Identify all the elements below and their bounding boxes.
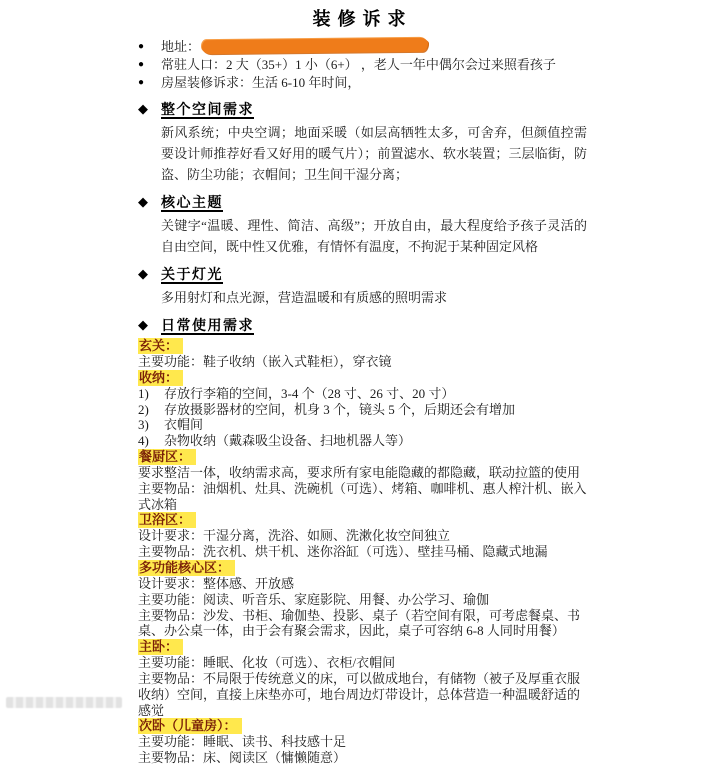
section-lighting [138,264,587,308]
section-whole-space [138,99,587,185]
room-section-multifunction-core [138,560,587,639]
room-text: 设计要求：整体感、开放感 [138,575,295,591]
section-body-lighting: 多用射灯和点光源，营造温暖和有质感的照明需求 [161,290,448,305]
room-title-multifunction-core: 多功能核心区： [138,560,235,576]
top-bullet-list [138,38,587,92]
residents-text: 常驻人口：2 大（35+）1 小（6+） ，老人一年中偶尔会过来照看孩子 [161,57,556,72]
section-heading-daily-use: 日常使用需求 [161,319,254,334]
list-item-address [138,38,587,56]
storage-item-4: 4) 杂物收纳（戴森吸尘设备、扫地机器人等） [138,433,412,449]
room-text: 主要物品：不局限于传统意义的床，可以做成地台，有储物（被子及厚重衣服收纳）空间，直接上床垫亦可，地台周边灯带设计，总体营造一种温暖舒适的感觉 [138,670,581,718]
room-section-storage [138,370,587,449]
room-text: 主要功能：阅读、听音乐、家庭影院、用餐、办公学习、瑜伽 [138,591,490,607]
room-section-kitchen-dining [138,449,587,512]
watermark [6,697,122,708]
room-section-master-bedroom [138,639,587,718]
bullet-icon: ● [138,77,145,88]
room-text: 要求整洁一体，收纳需求高，要求所有家电能隐藏的都隐藏，联动拉篮的使用 [138,464,581,480]
section-heading-lighting: 关于灯光 [161,268,223,283]
room-text: 主要物品：洗衣机、烘干机、迷你浴缸（可选）、壁挂马桶、隐藏式地漏 [138,544,548,560]
room-text: 主要功能：睡眠、化妆（可选）、衣柜/衣帽间 [138,655,396,671]
diamond-icon: ◆ [138,266,148,281]
room-text: 设计要求：干湿分离，洗浴、如厕、洗漱化妆空间独立 [138,528,451,544]
bullet-icon: ● [138,41,145,52]
diamond-icon: ◆ [138,101,148,116]
room-title-storage: 收纳： [138,370,183,386]
room-title-master-bedroom: 主卧： [138,639,183,655]
list-item-duration [138,74,587,92]
bullet-icon: ● [138,59,145,70]
section-heading-whole-space: 整个空间需求 [161,103,254,118]
room-title-kids-bedroom: 次卧（儿童房）： [138,718,242,734]
duration-text: 房屋装修诉求：生活 6-10 年时间， [161,75,361,90]
section-body-whole-space: 新风系统；中央空调；地面采暖（如层高牺牲太多，可舍弃，但颜值控需要设计师推荐好看又好用的暖气片）；前置滤水、软水装置；三层临街，防盗、防尘功能；衣帽间；卫生间干湿分离； [161,125,587,182]
room-blocks [138,338,587,766]
room-text: 主要物品：沙发、书柜、瑜伽垫、投影、桌子（若空间有限，可考虑餐桌、书桌、办公桌一体，由于会有聚会需求，因此，桌子可容纳 6-8 人同时用餐） [138,607,581,639]
room-title-entryway: 玄关： [138,338,183,354]
room-title-kitchen-dining: 餐厨区： [138,449,196,465]
room-section-kids-bedroom [138,718,587,766]
room-text: 主要功能：鞋子收纳（嵌入式鞋柜），穿衣镜 [138,354,392,369]
address-redaction-scribble [202,38,428,54]
room-title-bathroom: 卫浴区： [138,512,196,528]
room-section-bathroom [138,512,587,560]
room-text: 主要物品：油烟机、灶具、洗碗机（可选）、烤箱、咖啡机、惠人榨汁机、嵌入式冰箱 [138,480,587,512]
room-text: 主要物品：床、阅读区（慵懒随意） [138,750,347,766]
storage-item-1: 1) 存放行李箱的空间，3-4 个（28 寸、26 寸、20 寸） [138,385,455,401]
section-daily-use [138,315,587,335]
section-heading-core-theme: 核心主题 [161,196,223,211]
diamond-icon: ◆ [138,317,148,332]
room-section-entryway [138,338,587,370]
diamond-icon: ◆ [138,194,148,209]
section-body-core-theme: 关键字“温暖、理性、简洁、高级”；开放自由，最大程度给予孩子灵活的自由空间，既中性又优雅，有情怀有温度，不拘泥于某种固定风格 [161,218,587,254]
list-item-residents [138,56,587,74]
page-title: 装修诉求 [312,9,413,30]
storage-item-2: 2) 存放摄影器材的空间，机身 3 个，镜头 5 个，后期还会有增加 [138,401,516,417]
section-core-theme [138,192,587,257]
address-label: 地址： [161,39,201,54]
room-text: 主要功能：睡眠、读书、科技感十足 [138,734,347,750]
storage-item-3: 3) 衣帽间 [138,417,204,433]
